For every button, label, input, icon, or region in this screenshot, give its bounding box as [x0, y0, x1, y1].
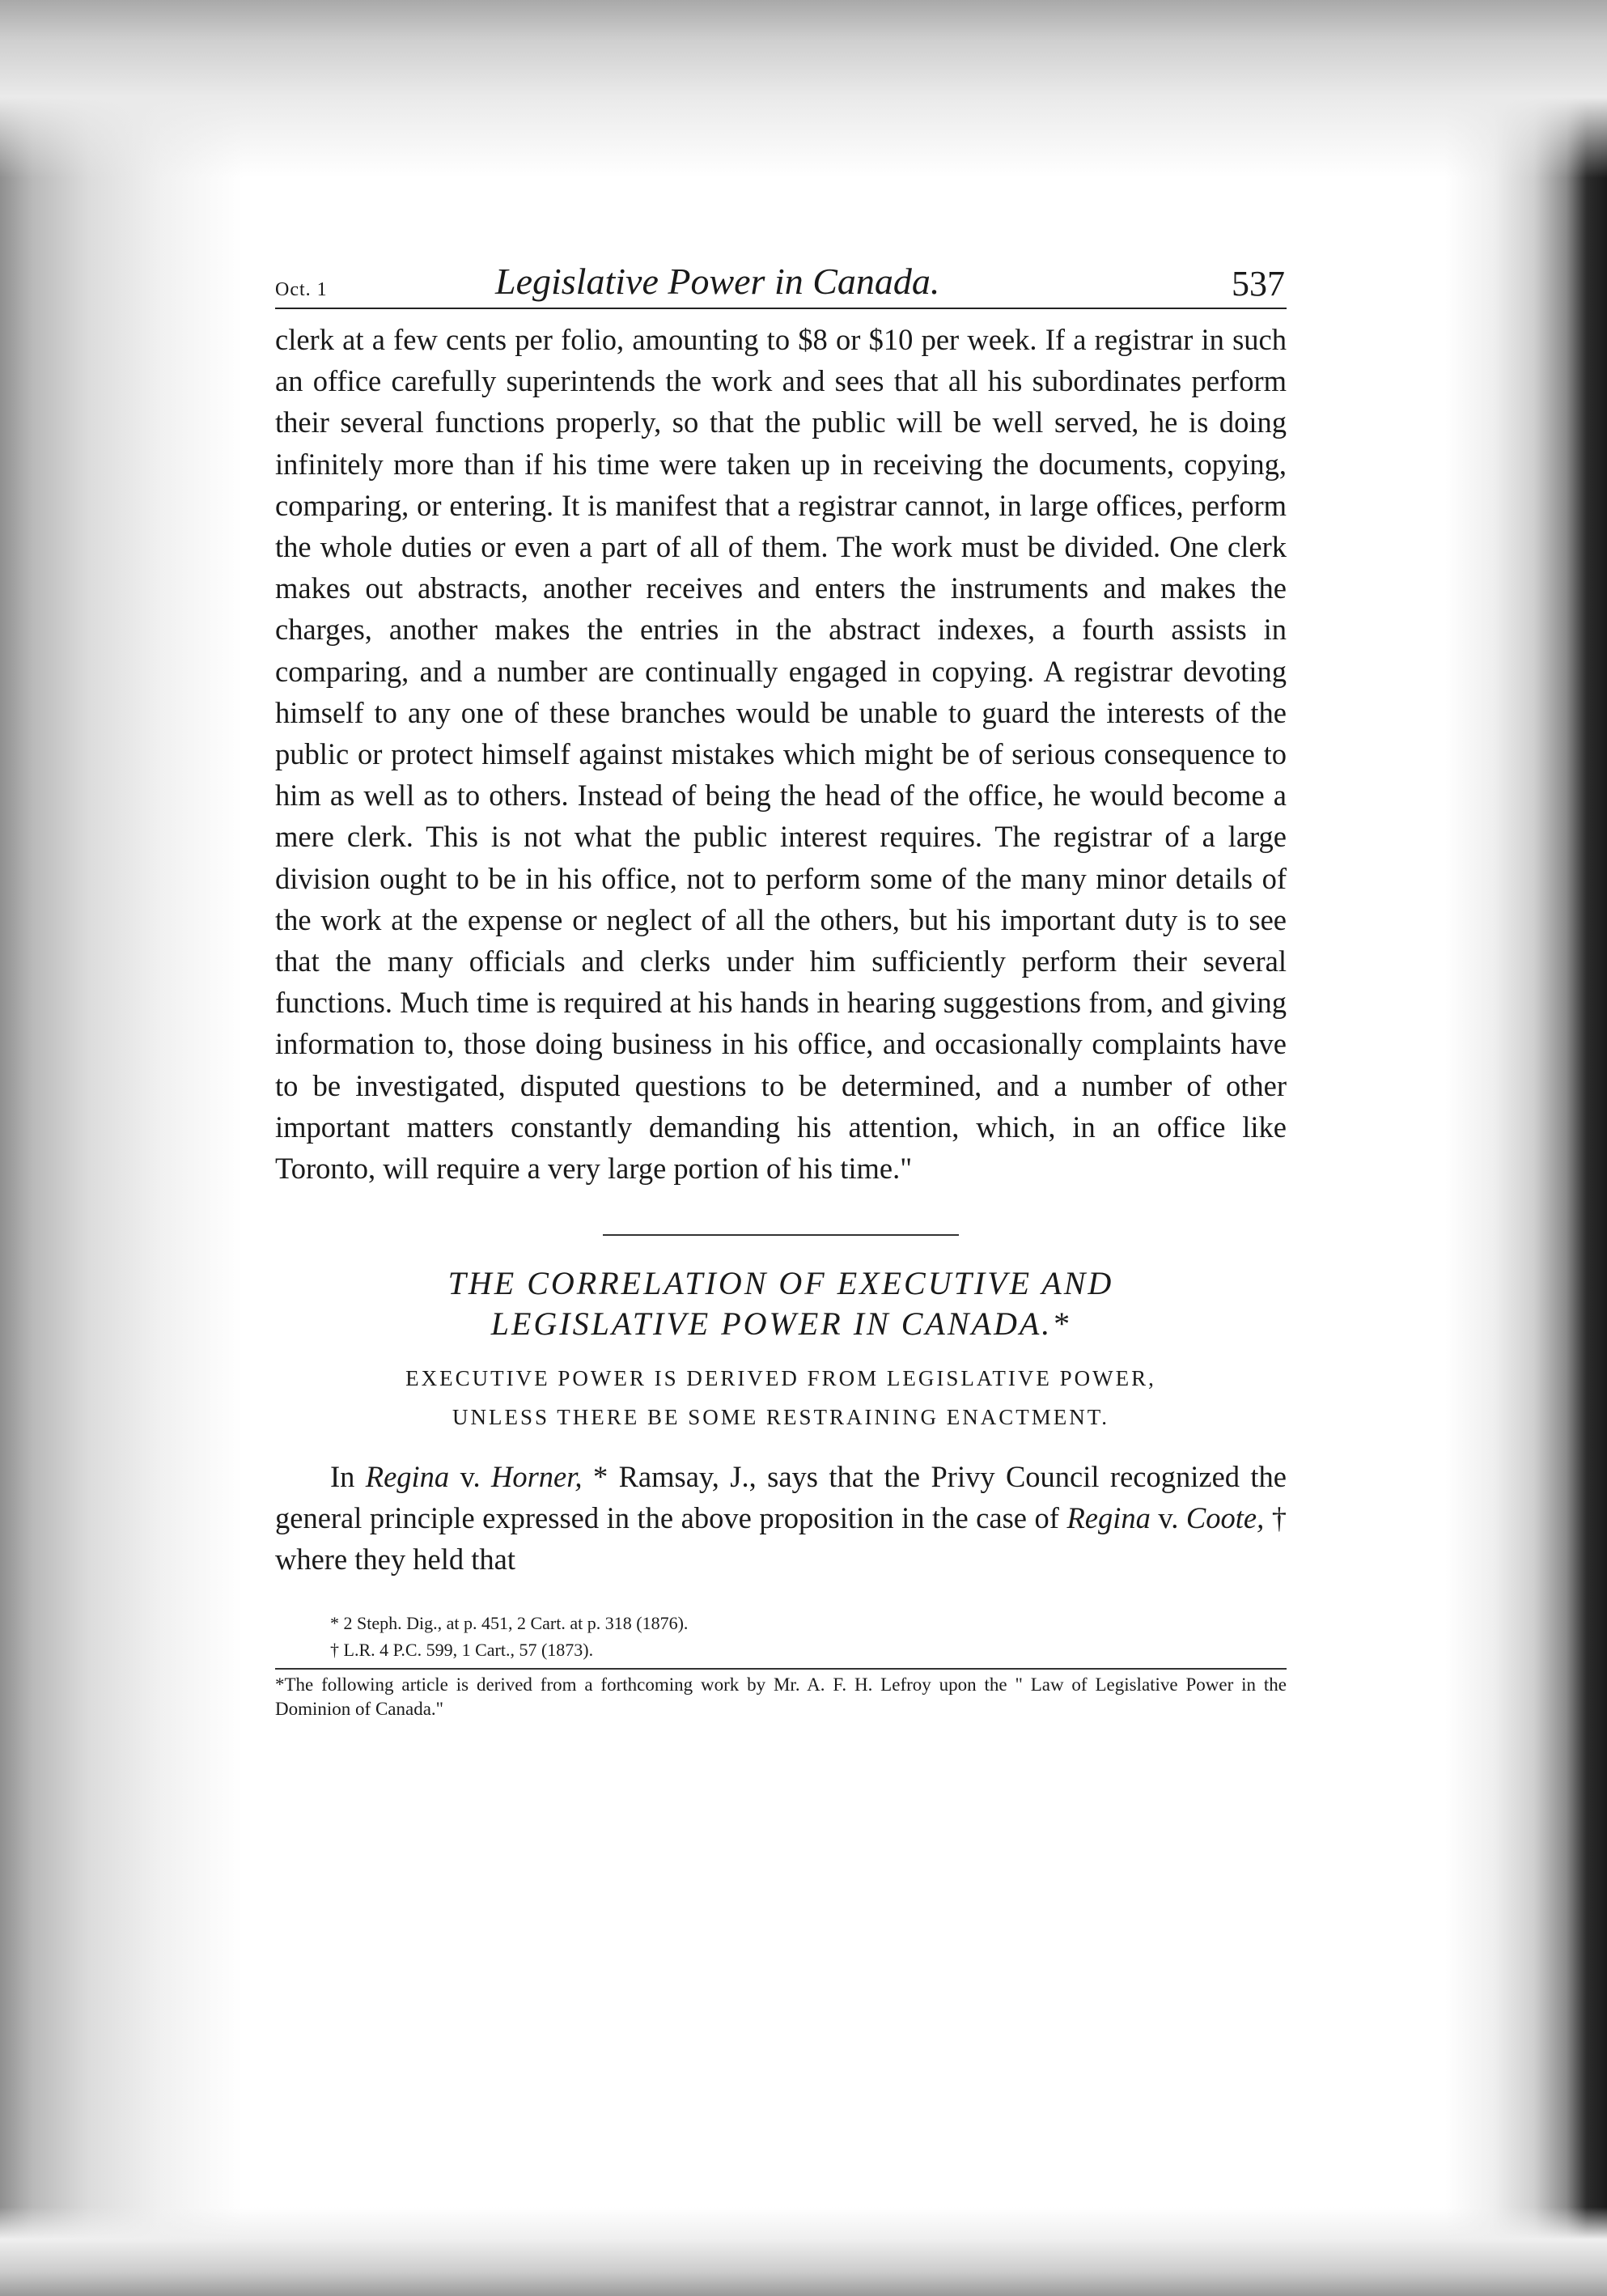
document-page [275, 257, 1287, 1721]
section-divider [603, 1234, 959, 1236]
versus-2: v. [1158, 1501, 1179, 1535]
case-name-regina-2: Regina [1066, 1501, 1151, 1535]
case-name-horner: Horner, [490, 1460, 583, 1494]
page-number: 537 [1232, 264, 1285, 303]
versus-1: v. [460, 1460, 481, 1494]
section-title-line-2: LEGISLATIVE POWER IN CANADA.* [490, 1305, 1071, 1343]
header-date: Oct. 1 [275, 279, 328, 300]
section-subtitle-line-1: EXECUTIVE POWER IS DERIVED FROM LEGISLATIVE POWER, [405, 1366, 1156, 1391]
source-footnote: *The following article is derived from a forthcoming work by Mr. A. F. H. Lefroy upon the " Law of Legislative Power in the Dominion of Canada." [275, 1674, 1287, 1719]
footnote-divider [275, 1668, 1287, 1670]
scan-shadow-bottom [0, 2207, 1607, 2296]
header-title: Legislative Power in Canada. [495, 261, 940, 302]
para-middle-text: * Ramsay, J., says that the Privy Council recognized the general principle expressed in the above proposition in the case of [275, 1460, 1287, 1535]
case-name-coote: Coote, [1185, 1501, 1265, 1535]
section-subtitle-line-2: UNLESS THERE BE SOME RESTRAINING ENACTMENT. [452, 1405, 1109, 1430]
scan-shadow-right [1445, 0, 1607, 2296]
footnote-2: † L.R. 4 P.C. 599, 1 Cart., 57 (1873). [330, 1639, 594, 1660]
section-paragraph [275, 1456, 1287, 1580]
footnotes [275, 1610, 1287, 1663]
section-title-line-1: THE CORRELATION OF EXECUTIVE AND [447, 1265, 1114, 1302]
section-title [275, 1263, 1287, 1344]
body-paragraph: clerk at a few cents per folio, amounting to $8 or $10 per week. If a registrar in such an office carefully superintends the work and sees that all his subordinates perform their several functions properly, so that the public will be well served, he is doing infinitely more than if his time were taken up in receiving the documents, copying, comparing, or entering. It is manifest that a registrar cannot, in large offices, perform the whole duties or even a part of all of them. The work must be divided. One clerk makes out abstracts, another receives and enters the instruments and makes the charges, another makes the entries in the abstract indexes, a fourth assists in comparing, and a number are continually engaged in copying. A registrar devoting himself to any one of these branches would be unable to guard the interests of the public or protect himself against mistakes which might be of serious consequence to him as well as to others. Instead of being the head of the office, he would become a mere clerk. This is not what the public interest requires. The registrar of a large division ought to be in his office, not to perform some of the many minor details of the work at the expense or neglect of all the others, but his important duty is to see that the many officials and clerks under him sufficiently perform their several functions. Much time is required at his hands in hearing suggestions from, and giving information to, those doing business in his office, and occasionally complaints have to be investigated, disputed questions to be determined, and a number of other important matters constantly demanding his attention, which, in an office like Toronto, will require a very large portion of his time." [275, 323, 1287, 1186]
scan-shadow-left [0, 0, 243, 2296]
footnote-1: * 2 Steph. Dig., at p. 451, 2 Cart. at p. 318 (1876). [330, 1612, 689, 1633]
para-word-in: In [330, 1460, 355, 1494]
case-name-regina-1: Regina [365, 1460, 450, 1494]
scan-shadow-top [0, 0, 1607, 178]
section-subtitle [275, 1359, 1287, 1437]
para-end-text: † where they held that [275, 1501, 1287, 1577]
running-header [275, 257, 1287, 309]
